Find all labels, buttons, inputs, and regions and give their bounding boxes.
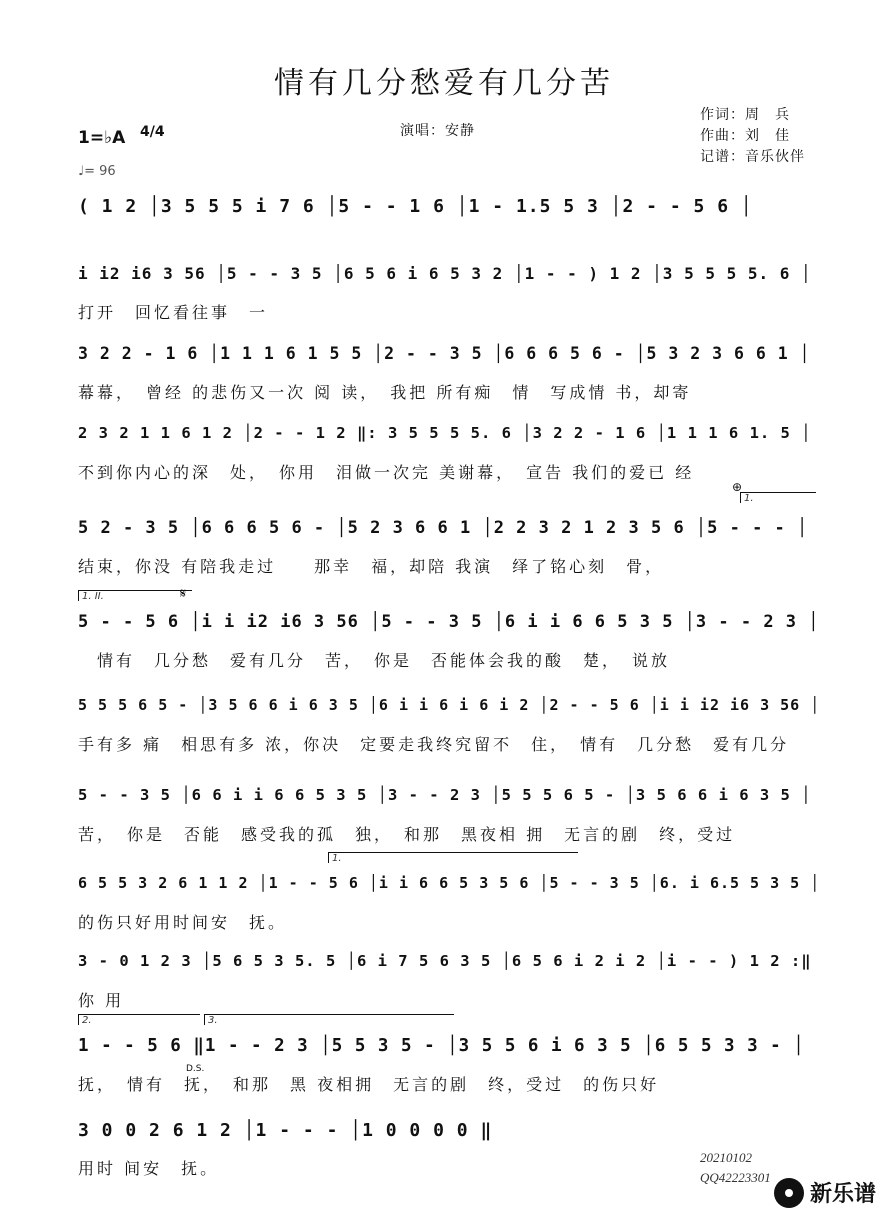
staff-notes: 3 2 2 - 1 6 │1 1 1 6 1 5 5 │2 - - 3 5 │6 6 6 5 6 - │5 3 2 3 6 6 1 │ [78,344,811,363]
volta-first-b: 1. [328,852,578,863]
staff-notes: 5 - - 5 6 │i i i2 i6 3 56 │5 - - 3 5 │6 i i 6 6 5 3 5 │3 - - 2 3 │ [78,612,820,632]
staff-notes: 1 - - 5 6 ‖1 - - 2 3 │5 5 3 5 - │3 5 5 6 i 6 3 5 │6 5 5 3 3 - │ [78,1036,805,1056]
staff-notes: 2 3 2 1 1 6 1 2 │2 - - 1 2 ‖: 3 5 5 5 5. 6 │3 2 2 - 1 6 │1 1 1 6 1. 5 │ [78,424,812,442]
staff-notes: 6 5 5 3 2 6 1 1 2 │1 - - 5 6 │i i 6 6 5 3 5 6 │5 - - 3 5 │6. i 6.5 5 3 5 │ [78,874,821,892]
staff-row [78,510,822,576]
staff-lyrics: 打开 回忆看往事 一 [78,303,269,322]
stamp-qq: QQ42223301 [700,1170,771,1185]
record-disc-icon [774,1178,804,1208]
staff-lyrics: 幕幕， 曾经 的悲伤又一次 阅 读， 我把 所有痴 情 写成情 书，却寄 [78,383,692,402]
staff-row [78,944,822,1010]
staff-row [78,336,822,402]
staff-lyrics: 手有多 痛 相思有多 浓，你决 定要走我终究留不 住， 情有 几分愁 爱有几分 [78,735,790,754]
staff-notes: 5 2 - 3 5 │6 6 6 5 6 - │5 2 3 6 6 1 │2 2 3 2 1 2 3 5 6 │5 - - - │ [78,518,809,538]
credit-lyricist: 作词：周 兵 [700,107,790,123]
volta-second: 2. [78,1014,200,1025]
volta-first-second: 1. II. [78,590,192,601]
key-signature: 1=♭A [78,128,126,148]
credit-composer: 作曲：刘 佳 [700,128,790,144]
volta-first-a: 1. [740,492,816,503]
staff-lyrics: 抚， 情有 抚， 和那 黑 夜相拥 无言的剧 终，受过 的伤只好 [78,1075,660,1094]
staff-lyrics: 结束，你没 有陪我走过 那幸 福，却陪 我演 绎了铭心刻 骨， [78,557,665,576]
staff-lyrics: 的伤只好用时间安 抚。 [78,913,288,932]
ds-mark: D.S. [186,1064,205,1074]
staff-row [78,688,822,754]
site-logo [774,1177,876,1208]
staff-lyrics: 你 用 [78,991,125,1010]
page-title: 情有几分愁爱有几分苦 [274,66,614,101]
time-signature: 4/4 [140,124,165,140]
staff-row [78,866,822,932]
staff-lyrics: 情有 几分愁 爱有几分 苦， 你是 否能体会我的酸 楚， 说放 [78,651,671,670]
tempo-marking: ♩= 96 [78,164,116,179]
stamp-date: 20210102 [700,1150,752,1165]
segno-mark: 𝄋 [180,586,187,602]
staff-lyrics: 不到你内心的深 处， 你用 泪做一次完 美谢幕， 宣告 我们的爱已 经 [78,463,695,482]
staff-notes: 5 - - 3 5 │6 6 i i 6 6 5 3 5 │3 - - 2 3 │5 5 5 6 5 - │3 5 6 6 i 6 3 5 │ [78,786,812,804]
staff-notes: 3 - 0 1 2 3 │5 6 5 3 5. 5 │6 i 7 5 6 3 5 │6 5 6 i 2 i 2 │i - - ) 1 2 :‖ [78,952,812,970]
staff-row [78,416,822,482]
logo-text: 新乐谱 [809,1182,876,1207]
volta-third: 3. [204,1014,454,1025]
staff-row [78,256,822,322]
credit-transcriber: 记谱：音乐伙伴 [700,149,805,165]
staff-row [78,188,822,248]
staff-row [78,778,822,844]
performer: 演唱：安静 [400,123,475,139]
staff-lyrics: 用时 间安 抚。 [78,1159,220,1178]
staff-lyrics: 苦， 你是 否能 感受我的孤 独， 和那 黑夜相 拥 无言的剧 终，受过 [78,825,736,844]
staff-notes: i i2 i6 3 56 │5 - - 3 5 │6 5 6 i 6 5 3 2 │1 - - ) 1 2 │3 5 5 5 5. 6 │ [78,264,812,283]
staff-row [78,604,822,670]
staff-notes: 3 0 0 2 6 1 2 │1 - - - │1 0 0 0 0 ‖ [78,1120,493,1141]
coda-mark: ⊕ [732,480,743,494]
staff-notes: ( 1 2 │3 5 5 5 i 7 6 │5 - - 1 6 │1 - 1.5 5 3 │2 - - 5 6 │ [78,196,753,217]
staff-row [78,1028,822,1094]
staff-notes: 5 5 5 6 5 - │3 5 6 6 i 6 3 5 │6 i i 6 i 6 i 2 │2 - - 5 6 │i i i2 i6 3 56 │ [78,696,821,714]
